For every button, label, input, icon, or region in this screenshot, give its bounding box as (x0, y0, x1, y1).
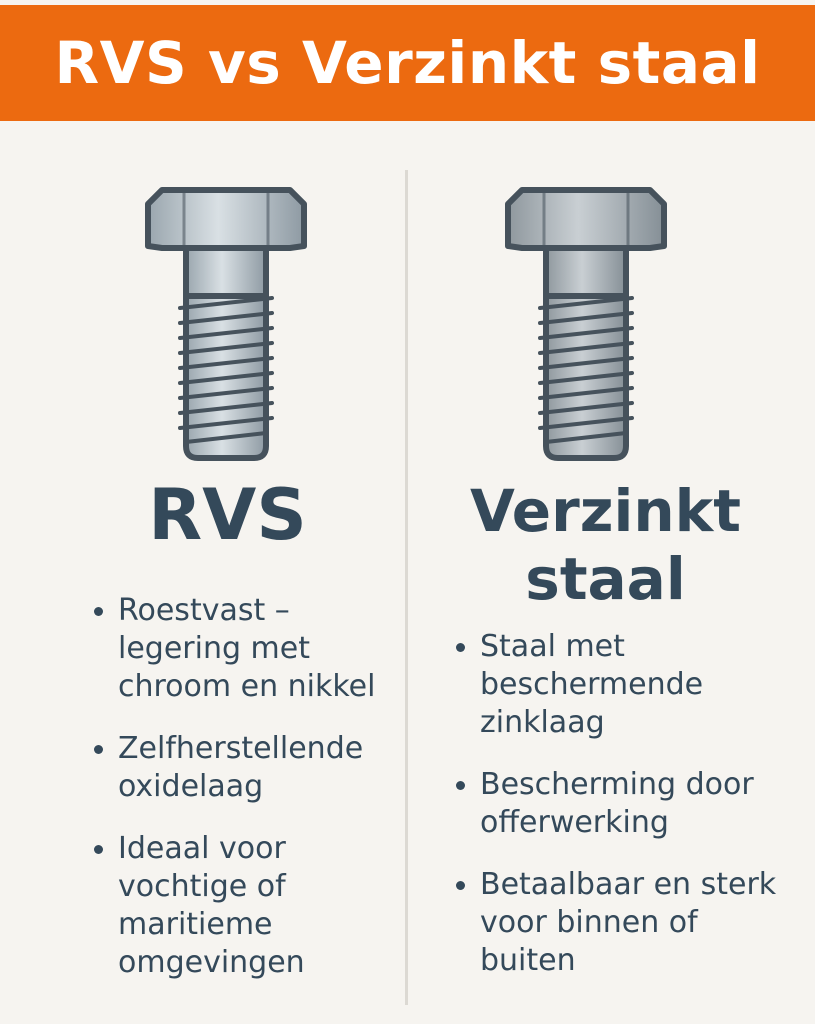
galvanized-bolt-icon (500, 180, 672, 465)
bullet-text: Roestvast – legering met chroom en nikkel (118, 593, 376, 704)
bullet-icon (456, 881, 465, 890)
verzinkt-bullet-list (450, 628, 780, 1004)
bullet-text: Betaalbaar en sterk voor binnen of buiten (480, 867, 777, 978)
title-banner (0, 5, 815, 121)
list-item (88, 830, 388, 982)
page-title: RVS vs Verzinkt staal (54, 29, 761, 97)
bullet-icon (94, 745, 103, 754)
bullet-icon (456, 643, 465, 652)
bullet-text: Zelfherstellende oxidelaag (118, 731, 364, 804)
list-item (88, 730, 388, 806)
bullet-text: Staal met beschermende zinklaag (480, 629, 704, 740)
list-item (88, 592, 388, 706)
list-item (450, 766, 780, 842)
bullet-icon (94, 845, 103, 854)
list-item (450, 628, 780, 742)
bullet-text: Bescherming door offerwerking (480, 767, 754, 840)
bullet-text: Ideaal voor vochtige of maritieme omgevingen (118, 831, 305, 980)
bullet-icon (94, 607, 103, 616)
rvs-heading: RVS (148, 474, 307, 556)
list-item (450, 866, 780, 980)
bullet-icon (456, 781, 465, 790)
rvs-bullet-list (88, 592, 388, 1006)
verzinkt-heading: Verzinkt staal (470, 477, 741, 613)
stainless-bolt-icon (140, 180, 312, 465)
